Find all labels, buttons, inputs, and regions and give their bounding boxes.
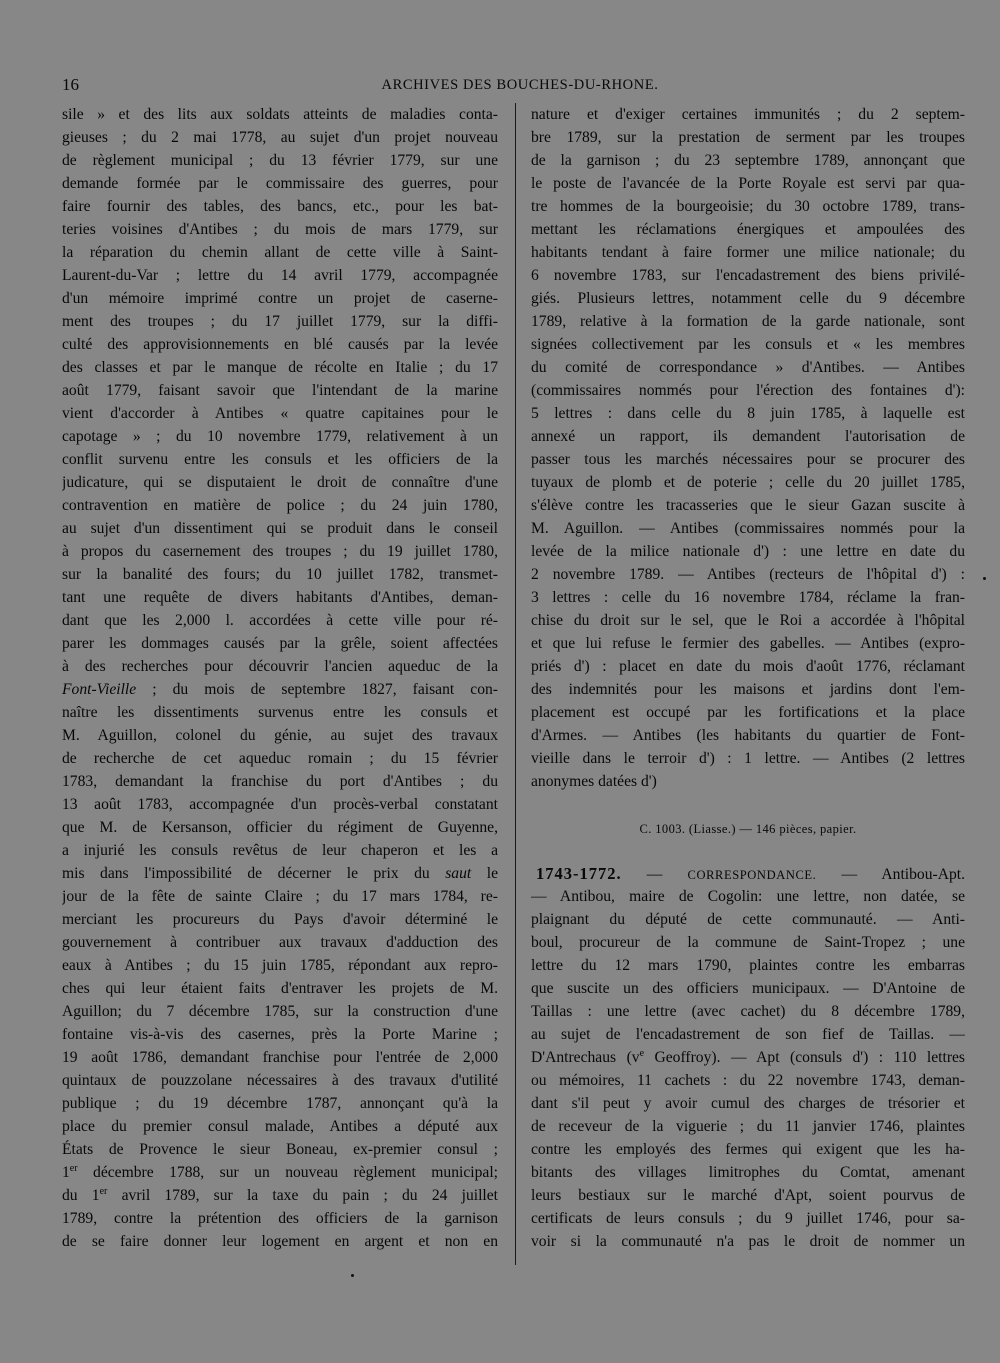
right-column-upper <box>531 103 965 793</box>
text-segment: mis dans l'impossibilité de décerner le prix du <box>62 865 446 882</box>
text-line: eaux à Antibes ; du 15 juin 1785, répondant aux repro- <box>62 957 498 974</box>
italic-text: saut <box>445 865 472 882</box>
superscript-text: e <box>639 1048 645 1059</box>
text-line: nature et d'exiger certaines immunités ; du 2 septem- <box>531 106 965 123</box>
text-line: place du premier consul malade, Antibes a député aux <box>62 1118 498 1135</box>
italic-text: Font-Vieille <box>62 681 137 698</box>
text-line <box>62 862 498 885</box>
text-line: des classes et par le manque de récolte en Italie ; du 17 <box>62 359 498 376</box>
text-line: dant que les 2,000 l. accordées à cette ville pour ré- <box>62 612 498 629</box>
text-line: a injurié les consuls revêtus de leur chaperon et les a <box>62 842 498 859</box>
text-line: signées collectivement par les consuls et « les membres <box>531 336 965 353</box>
text-line: 1789, contre la prétention des officiers de la garnison <box>62 1210 498 1227</box>
text-line: (commissaires nommés pour l'érection des fontaines d'): <box>531 382 965 399</box>
text-line: giés. Plusieurs lettres, notamment celle du 9 décembre <box>531 290 965 307</box>
text-line: M. Aguillon. — Antibes (commissaires nommés pour la <box>531 520 965 537</box>
text-line: — Antibou, maire de Cogolin: une lettre, non datée, se <box>531 888 965 905</box>
text-line: naître les dissentiments survenus entre les consuls et <box>62 704 498 721</box>
text-line: vieille dans le terroir d') : 1 lettre. — Antibes (2 lettres <box>531 750 965 767</box>
text-line: de règlement municipal ; du 13 février 1779, sur une <box>62 152 498 169</box>
left-column <box>62 103 498 1253</box>
text-line: quintaux de pouzzolane nécessaires à des travaux d'utilité <box>62 1072 498 1089</box>
text-line: placement est occupé par les fortifications et la place <box>531 704 965 721</box>
right-column-lower <box>531 862 965 1253</box>
text-segment: avril 1789, sur la taxe du pain ; du 24 juillet <box>107 1187 498 1204</box>
text-line: du comité de correspondance » d'Antibes. — Antibes <box>531 359 965 376</box>
section-heading: CORRESPONDANCE. <box>687 868 817 882</box>
text-line: dant s'il peut y avoir cumul des charges de trésorier et <box>531 1095 965 1112</box>
text-segment: ; du mois de septembre 1827, faisant con- <box>136 681 498 698</box>
text-line: culté des approvisionnements en blé causés par la levée <box>62 336 498 353</box>
text-segment: 1 <box>62 1164 70 1181</box>
text-line: Taillas : une lettre (avec cachet) du 8 décembre 1789, <box>531 1003 965 1020</box>
text-line: gouvernement à contribuer aux travaux d'adduction des <box>62 934 498 951</box>
text-line: 2 novembre 1789. — Antibes (recteurs de l'hôpital d') : <box>531 566 965 583</box>
text-line: sile » et des lits aux soldats atteints de maladies conta- <box>62 106 498 123</box>
text-line: de se faire donner leur logement en argent et non en <box>62 1233 498 1250</box>
text-line: chise du droit sur le sel, que le Roi a accordée à l'hôpital <box>531 612 965 629</box>
page-number: 16 <box>62 75 79 94</box>
ink-speck <box>351 1274 354 1277</box>
text-line: bre 1789, sur la prestation de serment par les troupes <box>531 129 965 146</box>
text-line: de recherche de cet aqueduc romain ; du 15 février <box>62 750 498 767</box>
text-line: gieuses ; du 2 mai 1778, au sujet d'un projet nouveau <box>62 129 498 146</box>
text-line: et que lui refuse le fermier des gabelles. — Antibes (expro- <box>531 635 965 652</box>
text-line: à propos du casernement des troupes ; du 19 juillet 1780, <box>62 543 498 560</box>
text-line: 5 lettres : dans celle du 8 juin 1785, à laquelle est <box>531 405 965 422</box>
text-line: ment des troupes ; du 17 juillet 1779, sur la diffi- <box>62 313 498 330</box>
text-line: parer les dommages causés par la grêle, soient affectées <box>62 635 498 652</box>
text-line: demande formée par le commissaire des guerres, pour <box>62 175 498 192</box>
text-line: teries voisines d'Antibes ; du mois de mars 1779, sur <box>62 221 498 238</box>
text-line: 1789, relative à la formation de la garde nationale, sont <box>531 313 965 330</box>
text-segment: du 1 <box>62 1187 100 1204</box>
text-line: tre hommes de la bourgeoisie; du 30 octobre 1789, trans- <box>531 198 965 215</box>
text-line <box>531 862 965 885</box>
text-line: passer tous les marchés nécessaires pour se procurer des <box>531 451 965 468</box>
text-line: plaignant du député de cette communauté. — Anti- <box>531 911 965 928</box>
text-line: Laurent-du-Var ; lettre du 14 avril 1779, accompagnée <box>62 267 498 284</box>
text-line: contre les employés des fermes qui exigent que les ha- <box>531 1141 965 1158</box>
text-line <box>62 1161 498 1184</box>
text-line: lettre du 12 mars 1790, plaintes contre les embarras <box>531 957 965 974</box>
text-line: d'Armes. — Antibes (les habitants du quartier de Font- <box>531 727 965 744</box>
text-segment: le <box>471 865 498 882</box>
text-line: bitants des villages limitrophes du Comtat, amenant <box>531 1164 965 1181</box>
text-segment: D'Antrechaus (v <box>531 1049 640 1066</box>
text-line: ches qui leur étaient faits d'entraver les projets de M. <box>62 980 498 997</box>
text-line <box>62 1184 498 1207</box>
text-line: tuyaux de plomb et de poterie ; celle du 20 juillet 1785, <box>531 474 965 491</box>
text-line: mettant les réclamations énergiques et ampoulées des <box>531 221 965 238</box>
text-segment: Geoffroy). — Apt (consuls d') : 110 lettres <box>644 1049 965 1066</box>
text-line: leurs bestiaux sur le marché d'Apt, soient pourvus de <box>531 1187 965 1204</box>
text-line: de la garnison ; du 23 septembre 1789, annonçant que <box>531 152 965 169</box>
text-line: au sujet de l'encadastrement de son fief de Taillas. — <box>531 1026 965 1043</box>
text-line: jour de la fête de sainte Claire ; du 17 mars 1784, re- <box>62 888 498 905</box>
text-line: contravention en matière de police ; du 24 juin 1780, <box>62 497 498 514</box>
text-line: annexé un rapport, ils demandent l'autorisation de <box>531 428 965 445</box>
text-line: 19 août 1786, demandant franchise pour l'entrée de 2,000 <box>62 1049 498 1066</box>
running-title: ARCHIVES DES BOUCHES-DU-RHONE. <box>381 77 659 93</box>
text-line: anonymes datées d') <box>531 773 657 790</box>
text-segment: décembre 1788, sur un nouveau règlement municipal; <box>77 1164 498 1181</box>
text-line: merciant les procureurs du Pays d'avoir déterminé le <box>62 911 498 928</box>
text-line <box>62 678 498 701</box>
text-line: Aguillon; du 7 décembre 1785, sur la construction d'une <box>62 1003 498 1020</box>
column-divider <box>515 103 516 1265</box>
text-line: 13 août 1783, accompagnée d'un procès-verbal constatant <box>62 796 498 813</box>
text-line: sur la banalité des fours; du 10 juillet 1782, transmet- <box>62 566 498 583</box>
text-line: fontaine vis-à-vis des casernes, près la Porte Marine ; <box>62 1026 498 1043</box>
text-line: que suscite un des officiers municipaux. — D'Antoine de <box>531 980 965 997</box>
superscript-text: er <box>69 1163 78 1174</box>
text-segment: — <box>621 866 688 883</box>
text-line: tant une requête de divers habitants d'Antibes, deman- <box>62 589 498 606</box>
item-reference: C. 1003. (Liasse.) — 146 pièces, papier. <box>639 822 857 836</box>
text-line: d'un mémoire imprimé contre un projet de caserne- <box>62 290 498 307</box>
text-line: M. Aguillon, colonel du génie, au sujet des travaux <box>62 727 498 744</box>
text-line: États de Provence le sieur Boneau, ex-premier consul ; <box>62 1141 498 1158</box>
text-line: de receveur de la viguerie ; du 11 janvier 1746, plaintes <box>531 1118 965 1135</box>
text-line: à des recherches pour découvrir l'ancien aqueduc de la <box>62 658 498 675</box>
text-line: judicature, qui se disputaient le droit de connaître d'une <box>62 474 498 491</box>
text-line: capotage » ; du 10 novembre 1779, relativement à un <box>62 428 498 445</box>
text-line: s'élève contre les tracasseries que le sieur Gazan suscite à <box>531 497 965 514</box>
ink-speck <box>983 577 986 580</box>
text-line: conflit survenu entre les consuls et les officiers de la <box>62 451 498 468</box>
text-line: vient d'accorder à Antibes « quatre capitaines pour le <box>62 405 498 422</box>
text-segment: — Antibou-Apt. <box>816 866 965 883</box>
text-line: que M. de Kersanson, officier du régiment de Guyenne, <box>62 819 498 836</box>
text-line: faire fournir des tables, des bancs, etc., pour les bat- <box>62 198 498 215</box>
text-line <box>531 1046 965 1069</box>
text-line: 1783, demandant la franchise du port d'Antibes ; du <box>62 773 498 790</box>
text-line: au sujet d'un dissentiment qui se produit dans le conseil <box>62 520 498 537</box>
text-line: des indemnités pour les maisons et jardins dont l'em- <box>531 681 965 698</box>
text-line: habitants tendant à faire former une milice nationale; du <box>531 244 965 261</box>
text-line: priés d') : placet en date du mois d'août 1776, réclamant <box>531 658 965 675</box>
text-line: 3 lettres : celle du 16 novembre 1784, réclame la fran- <box>531 589 965 606</box>
date-range: 1743-1772. <box>536 864 622 883</box>
text-line: certificats de leurs consuls ; du 9 juillet 1746, pour sa- <box>531 1210 965 1227</box>
text-line: boul, procureur de la commune de Saint-Tropez ; une <box>531 934 965 951</box>
text-line: 6 novembre 1783, sur l'encadastrement des biens privilé- <box>531 267 965 284</box>
text-line: la réparation du chemin allant de cette ville à Saint- <box>62 244 498 261</box>
text-line: publique ; du 19 décembre 1787, annonçant qu'à la <box>62 1095 498 1112</box>
text-line: le poste de l'avancée de la Porte Royale est servi par qua- <box>531 175 965 192</box>
text-line: voir si la communauté n'a pas le droit de nommer un <box>531 1233 965 1250</box>
text-line: levée de la milice nationale d') : une lettre en date du <box>531 543 965 560</box>
text-line: août 1779, faisant savoir que l'intendant de la marine <box>62 382 498 399</box>
text-line: ou mémoires, 11 cachets : du 22 novembre 1743, deman- <box>531 1072 965 1089</box>
superscript-text: er <box>99 1186 108 1197</box>
